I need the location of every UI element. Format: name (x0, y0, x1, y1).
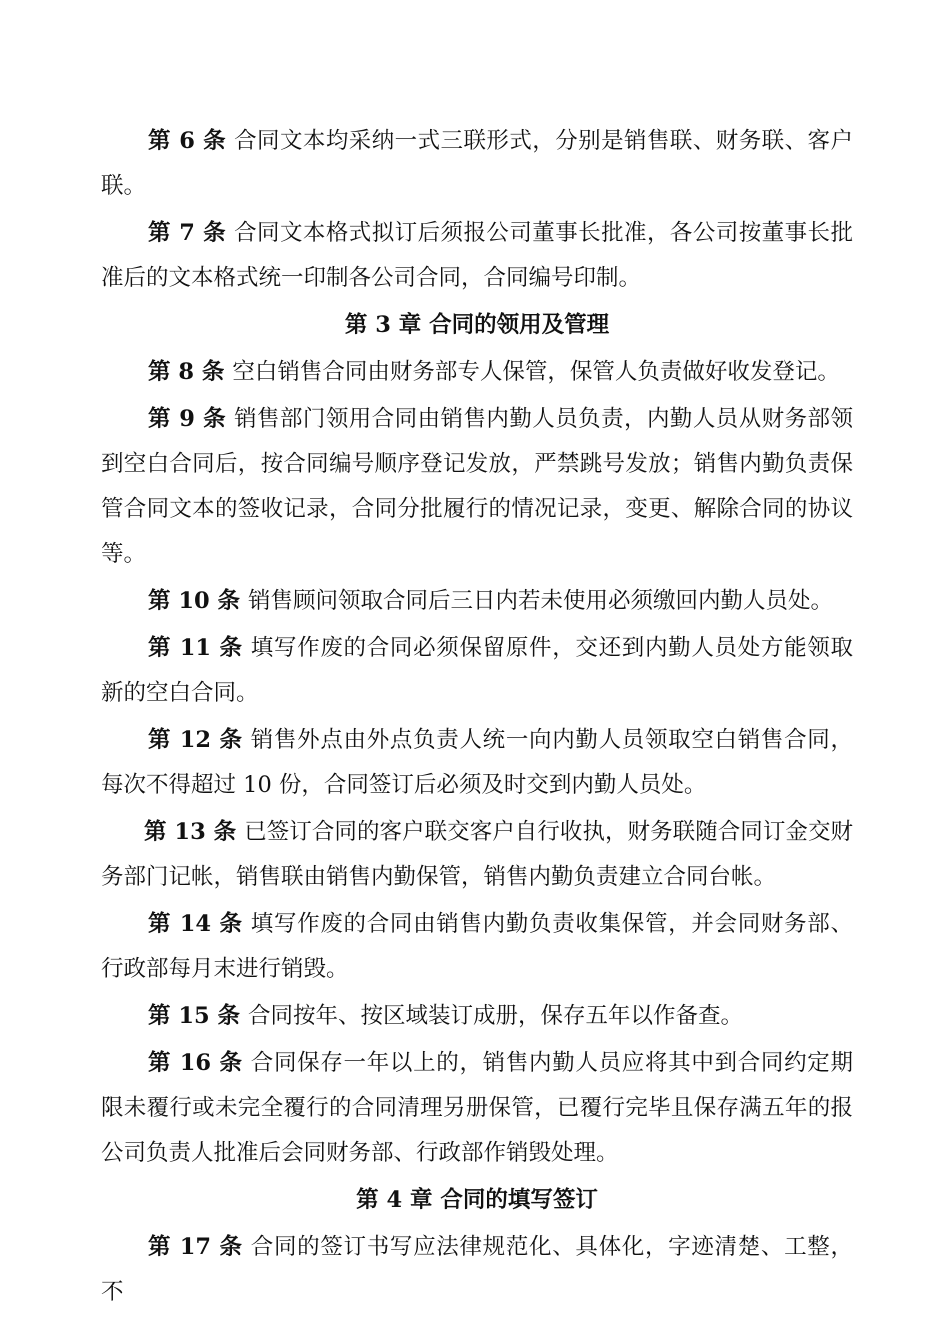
article-label: 第 9 条 (148, 406, 227, 432)
article-text: 合同的签订书写应法律规范化、具体化，字迹清楚、工整，不 (101, 1234, 853, 1305)
article-12 (101, 718, 853, 808)
chapter-3-heading: 第 3 章 合同的领用及管理 (344, 312, 610, 338)
article-7 (101, 211, 853, 301)
article-6 (101, 119, 853, 209)
article-label: 第 10 条 (148, 588, 240, 614)
article-label: 第 8 条 (148, 359, 225, 385)
article-text: 销售外点由外点负责人统一向内勤人员领取空白销售合同，每次不得超过 10 份，合同签订后必须及时交到内勤人员处。 (101, 727, 853, 798)
article-10 (101, 579, 853, 624)
article-16 (101, 1041, 853, 1176)
article-text: 销售部门领用合同由销售内勤人员负责，内勤人员从财务部领到空白合同后，按合同编号顺序登记发放，严禁跳号发放；销售内勤负责保管合同文本的签收记录，合同分批履行的情况记录，变更、解除合同的协议等。 (101, 406, 853, 567)
article-17 (101, 1225, 853, 1315)
article-label: 第 17 条 (148, 1234, 243, 1260)
article-label: 第 6 条 (148, 128, 227, 154)
article-label: 第 12 条 (148, 727, 243, 753)
article-text: 合同文本均采纳一式三联形式，分别是销售联、财务联、客户联。 (101, 128, 853, 199)
article-text: 已签订合同的客户联交客户自行收执，财务联随合同订金交财务部门记帐，销售联由销售内勤保管，销售内勤负责建立合同台帐。 (101, 819, 853, 890)
article-9 (101, 397, 853, 577)
article-13 (101, 810, 853, 900)
article-text: 合同保存一年以上的，销售内勤人员应将其中到合同约定期限未覆行或未完全覆行的合同清理另册保管，已覆行完毕且保存满五年的报公司负责人批准后会同财务部、行政部作销毁处理。 (101, 1050, 853, 1166)
article-11 (101, 626, 853, 716)
article-label: 第 15 条 (148, 1003, 240, 1029)
article-text: 空白销售合同由财务部专人保管，保管人负责做好收发登记。 (232, 359, 840, 385)
article-14 (101, 902, 853, 992)
article-label: 第 14 条 (148, 911, 243, 937)
article-text: 填写作废的合同必须保留原件，交还到内勤人员处方能领取新的空白合同。 (101, 635, 853, 706)
document-page (101, 119, 853, 1317)
article-text: 合同文本格式拟订后须报公司董事长批准，各公司按董事长批准后的文本格式统一印制各公司合同，合同编号印制。 (101, 220, 853, 291)
article-label: 第 16 条 (148, 1050, 243, 1076)
article-8 (101, 350, 853, 395)
article-label: 第 13 条 (144, 819, 237, 845)
article-label: 第 11 条 (148, 635, 243, 661)
article-15 (101, 994, 853, 1039)
article-text: 合同按年、按区域装订成册，保存五年以作备查。 (247, 1003, 743, 1029)
article-text: 销售顾问领取合同后三日内若未使用必须缴回内勤人员处。 (247, 588, 833, 614)
article-label: 第 7 条 (148, 220, 227, 246)
chapter-4-heading: 第 4 章 合同的填写签订 (356, 1187, 598, 1213)
article-text: 填写作废的合同由销售内勤负责收集保管，并会同财务部、行政部每月末进行销毁。 (101, 911, 853, 982)
